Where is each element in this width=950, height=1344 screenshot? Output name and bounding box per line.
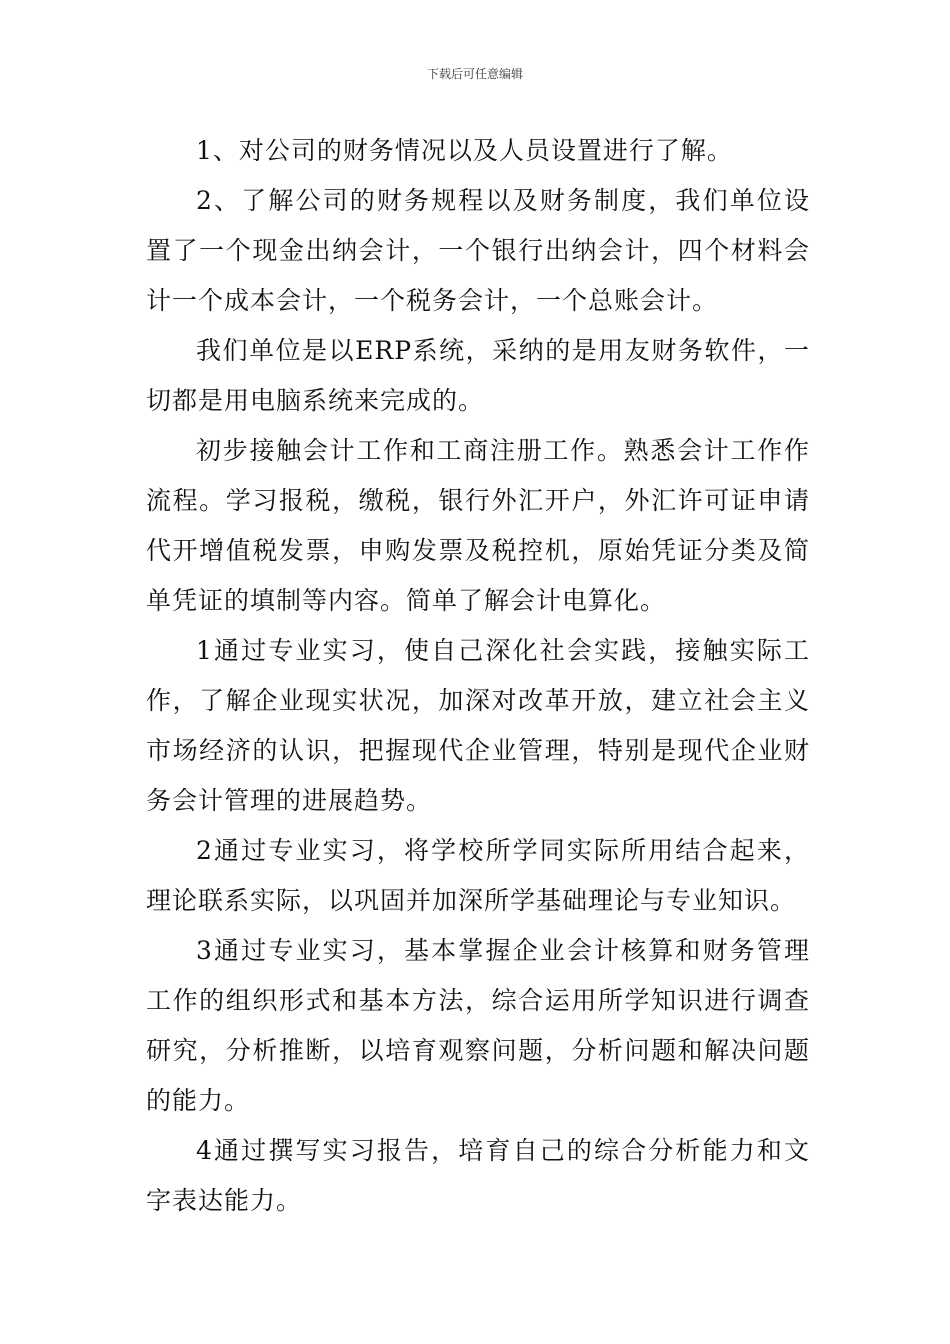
paragraph-7: 3通过专业实习，基本掌握企业会计核算和财务管理工作的组织形式和基本方法，综合运用所学知识进行调查研究，分析推断，以培育观察问题，分析问题和解决问题的能力。 — [146, 936, 810, 1115]
paragraph-5: 1通过专业实习，使自己深化社会实践，接触实际工作，了解企业现实状况，加深对改革开放，建立社会主义市场经济的认识，把握现代企业管理，特别是现代企业财务会计管理的进展趋势。 — [146, 636, 810, 815]
paragraph-3: 我们单位是以ERP系统，采纳的是用友财务软件，一切都是用电脑系统来完成的。 — [146, 336, 810, 415]
paragraph-8: 4通过撰写实习报告，培育自己的综合分析能力和文字表达能力。 — [146, 1136, 810, 1215]
paragraph-6: 2通过专业实习，将学校所学同实际所用结合起来，理论联系实际，以巩固并加深所学基础理论与专业知识。 — [146, 836, 810, 915]
paragraph-2: 2、了解公司的财务规程以及财务制度，我们单位设置了一个现金出纳会计，一个银行出纳会计，四个材料会计一个成本会计，一个税务会计，一个总账会计。 — [146, 186, 810, 315]
paragraph-1: 1、对公司的财务情况以及人员设置进行了解。 — [196, 136, 733, 165]
paragraph-4: 初步接触会计工作和工商注册工作。熟悉会计工作作流程。学习报税，缴税，银行外汇开户，外汇许可证申请代开增值税发票，申购发票及税控机，原始凭证分类及简单凭证的填制等内容。简单了解会计电算化。 — [146, 436, 810, 615]
document-body — [146, 126, 810, 1226]
header-note: 下载后可任意编辑 — [426, 67, 523, 81]
